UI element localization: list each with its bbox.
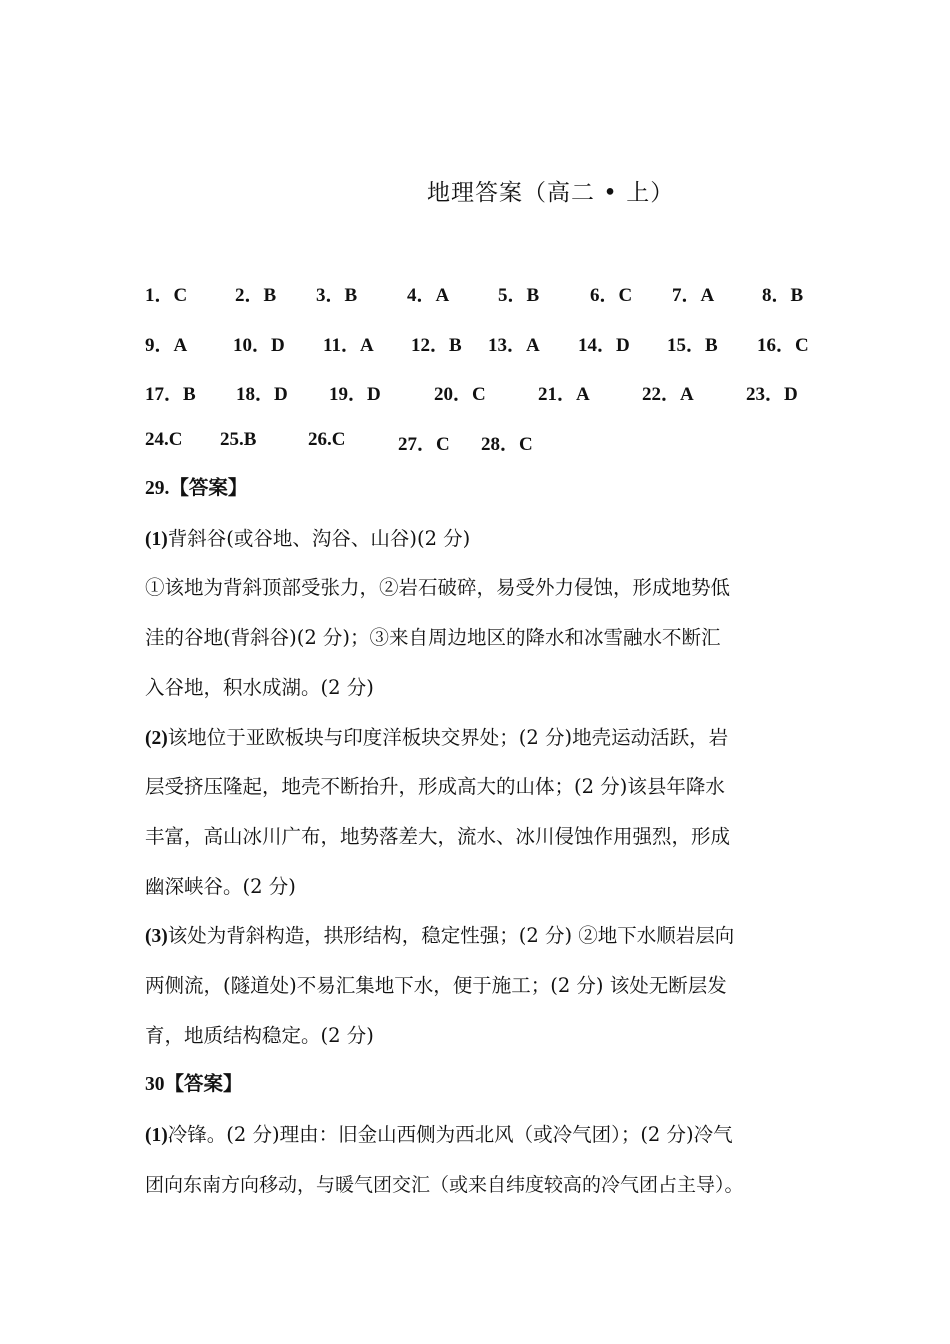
mc-answer: 23．D	[746, 384, 798, 405]
mc-answer: 22．A	[642, 384, 694, 405]
mc-answer: 12．B	[411, 335, 462, 356]
q30-part1	[145, 1120, 733, 1151]
mc-answer: 2．B	[235, 285, 277, 306]
mc-answer: 5．B	[498, 285, 540, 306]
answer-text: 该地位于亚欧板块与印度洋板块交界处；(2 分)地壳运动活跃，岩	[167, 726, 729, 749]
mc-answer: 9．A	[145, 335, 188, 356]
q29-part3	[145, 921, 734, 952]
part-number: (2)	[145, 728, 168, 749]
answer-text: 该处为背斜构造，拱形结构，稳定性强；(2 分) ②地下水顺岩层向	[167, 924, 735, 947]
mc-answer: 8．B	[762, 285, 804, 306]
mc-answer: 14．D	[578, 335, 630, 356]
answer-line: ①该地为背斜顶部受张力，②岩石破碎，易受外力侵蚀，形成地势低	[145, 576, 731, 599]
q30-heading: 30【答案】	[145, 1074, 243, 1095]
mc-answer: 15．B	[667, 335, 718, 356]
mc-answer: 19．D	[329, 384, 381, 405]
mc-answer: 24.C	[145, 429, 183, 450]
answer-line: 幽深峡谷。(2 分)	[145, 875, 296, 898]
q29-part2	[145, 723, 728, 754]
mc-answer: 16．C	[757, 335, 809, 356]
mc-answer: 1．C	[145, 285, 188, 306]
answer-line: 入谷地，积水成湖。(2 分)	[145, 676, 374, 699]
mc-answer: 13．A	[488, 335, 540, 356]
part-number: (1)	[145, 1125, 168, 1146]
q29-part1	[145, 524, 470, 555]
mc-answer: 10．D	[233, 335, 285, 356]
mc-answer: 21．A	[538, 384, 590, 405]
q29-heading: 29.【答案】	[145, 478, 248, 499]
mc-answer: 11．A	[323, 335, 374, 356]
mc-answer: 18．D	[236, 384, 288, 405]
answer-line: 团向东南方向移动，与暖气团交汇（或来自纬度较高的冷气团占主导）。	[145, 1174, 744, 1196]
mc-answer: 6．C	[590, 285, 633, 306]
answer-text: 背斜谷(或谷地、沟谷、山谷)(2 分)	[167, 527, 471, 550]
answer-line: 育，地质结构稳定。(2 分)	[145, 1024, 374, 1047]
answer-line: 丰富，高山冰川广布，地势落差大，流水、冰川侵蚀作用强烈，形成	[145, 825, 731, 848]
part-number: (1)	[145, 529, 168, 550]
mc-answer: 26.C	[308, 429, 346, 450]
part-number: (3)	[145, 926, 168, 947]
mc-answer: 3．B	[316, 285, 358, 306]
answer-text: 冷锋。(2 分)理由：旧金山西侧为西北风（或冷气团）；(2 分)冷气	[167, 1123, 733, 1146]
mc-answer: 7．A	[672, 285, 715, 306]
answer-line: 洼的谷地(背斜谷)(2 分)；③来自周边地区的降水和冰雪融水不断汇	[145, 626, 721, 649]
mc-answer: 4．A	[407, 285, 450, 306]
mc-answer: 25.B	[220, 429, 257, 450]
answer-line: 两侧流，(隧道处)不易汇集地下水，便于施工；(2 分) 该处无断层发	[145, 974, 727, 997]
answer-line: 层受挤压隆起，地壳不断抬升，形成高大的山体；(2 分)该县年降水	[145, 775, 725, 798]
mc-answer: 17．B	[145, 384, 196, 405]
mc-answer: 27．C	[398, 434, 450, 455]
mc-answer: 28．C	[481, 434, 533, 455]
mc-answer: 20．C	[434, 384, 486, 405]
page-title: 地理答案（高二 • 上）	[427, 180, 675, 206]
